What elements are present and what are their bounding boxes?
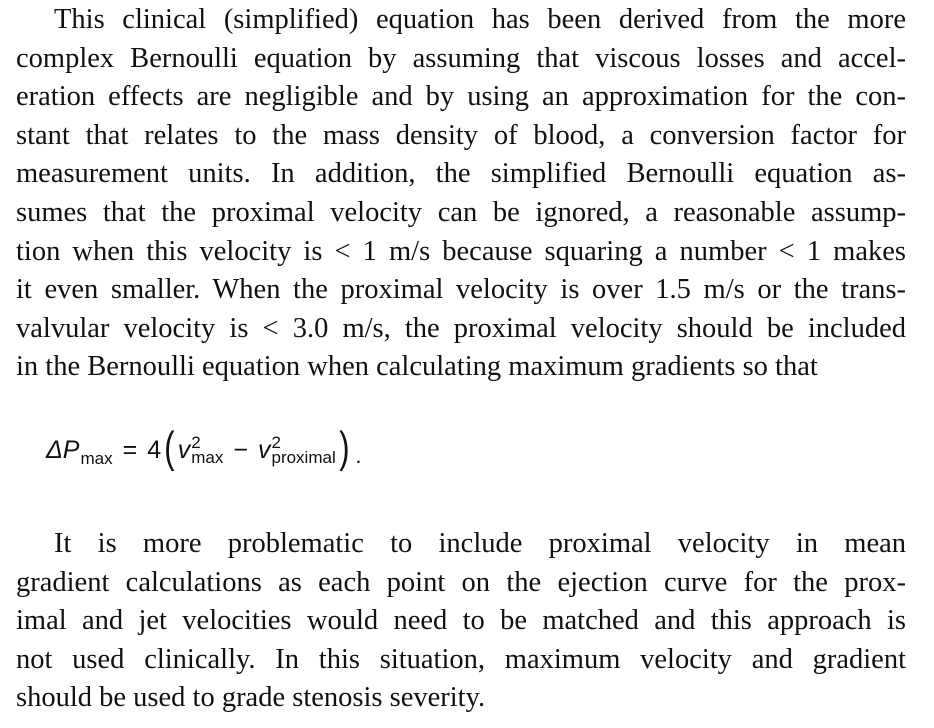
equation-term2-subscript: proximal: [271, 448, 336, 467]
text-line: imal and jet velocities would need to be matched and this approach is: [16, 605, 906, 637]
equation-lhs-subscript: max: [80, 449, 113, 468]
equation-lhs: [46, 435, 113, 468]
text-line: complex Bernoulli equation by assuming that viscous losses and accel-: [16, 42, 906, 74]
text-line: not used clinically. In this situation, maximum velocity and gradient: [16, 643, 906, 675]
equation-term1-variable: v: [177, 435, 191, 464]
text-line: measurement units. In addition, the simplified Bernoulli equation as-: [16, 158, 906, 190]
text-line: stant that relates to the mass density of blood, a conversion factor for: [16, 119, 906, 151]
text-line: tion when this velocity is < 1 m/s because squaring a number < 1 makes: [16, 235, 906, 267]
equation-term-vmax: [178, 435, 224, 465]
equation-term1-superscript: 2: [191, 433, 201, 452]
paragraph-simplified-bernoulli: [16, 1, 906, 387]
text-line: eration effects are negligible and by using an approximation for the con-: [16, 81, 906, 113]
equation-equals: =: [122, 435, 138, 464]
text-line: valvular velocity is < 3.0 m/s, the proximal velocity should be included: [16, 312, 906, 344]
equation-coefficient: 4: [147, 435, 162, 464]
equation-term2-variable: v: [257, 435, 271, 464]
equation-term-vproximal: [258, 435, 336, 465]
equation-term1-scripts: [191, 435, 223, 465]
equation-period: .: [355, 443, 362, 468]
text-line: It is more problematic to include proximal velocity in mean: [54, 528, 906, 559]
text-line: should be used to grade stenosis severity.: [16, 682, 486, 714]
text-line: sumes that the proximal velocity can be ignored, a reasonable assump-: [16, 196, 906, 228]
text-line: gradient calculations as each point on the ejection curve for the prox-: [16, 566, 906, 598]
text-line: it even smaller. When the proximal velocity is over 1.5 m/s or the trans-: [16, 274, 906, 306]
equation-delta-p: ΔP: [46, 435, 80, 464]
bernoulli-equation: [46, 420, 362, 480]
equation-term2-scripts: [271, 435, 335, 465]
paragraph-mean-gradient: [16, 525, 906, 718]
text-line: This clinical (simplified) equation has been derived from the more: [54, 4, 906, 35]
equation-open-paren: (: [164, 423, 175, 472]
equation-term1-subscript: max: [191, 448, 224, 467]
equation-close-paren: ): [338, 423, 350, 472]
text-line: in the Bernoulli equation when calculating maximum gradients so that: [16, 351, 818, 383]
equation-term2-superscript: 2: [271, 433, 281, 452]
equation-minus: −: [233, 435, 248, 464]
